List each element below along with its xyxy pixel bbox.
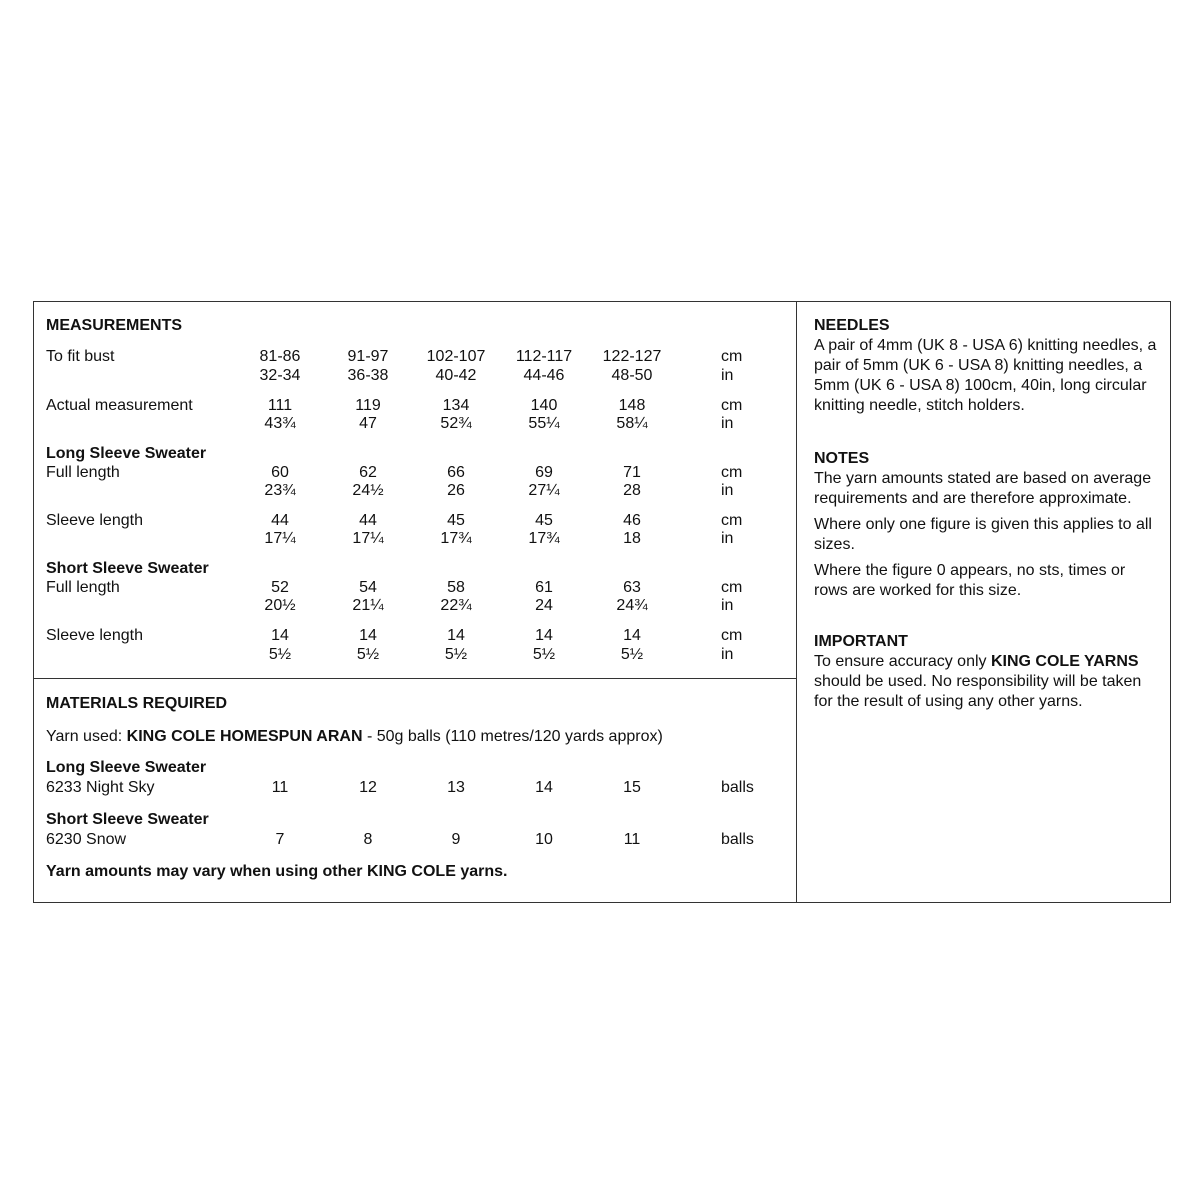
cell: 48-50 [611, 367, 653, 384]
row-label-full-length: Full length [46, 579, 120, 596]
cell: 21¼ [352, 597, 384, 614]
cell: 5½ [532, 646, 556, 663]
cell: 24½ [352, 482, 384, 499]
needles-heading: NEEDLES [814, 317, 890, 334]
cell: 66 [447, 464, 465, 481]
cell: 43¾ [264, 415, 296, 432]
cell: 52¾ [440, 415, 472, 432]
cell: 5½ [268, 646, 292, 663]
cell: 119 [355, 397, 381, 414]
important-section [814, 632, 1159, 712]
cell: 134 [442, 397, 470, 414]
row-label-full-length: Full length [46, 464, 120, 481]
cell: 58 [447, 579, 465, 596]
important-brand: KING COLE YARNS [990, 653, 1139, 670]
cell: 36-38 [347, 367, 389, 384]
cell: 40-42 [435, 367, 477, 384]
cell: 102-107 [426, 348, 486, 365]
unit-cm: cm [721, 627, 743, 644]
section-divider [33, 678, 797, 679]
cell: 148 [618, 397, 646, 414]
cell: 14 [535, 627, 553, 644]
cell: 18 [623, 530, 641, 547]
notes-paragraph: Where the figure 0 appears, no sts, times or rows are worked for this size. [814, 562, 1126, 599]
cell: 14 [271, 627, 289, 644]
cell: 44-46 [523, 367, 565, 384]
cell: 44 [271, 512, 289, 529]
yarn-used-suffix: - 50g balls (110 metres/120 yards approx) [362, 728, 663, 745]
cell: 15 [623, 779, 641, 796]
cell: 13 [447, 779, 465, 796]
unit-cm: cm [721, 397, 743, 414]
cell: 122-127 [602, 348, 662, 365]
cell: 28 [623, 482, 641, 499]
cell: 14 [623, 627, 641, 644]
materials-short-colour: 6230 Snow [46, 831, 127, 848]
cell: 111 [267, 397, 293, 414]
cell: 22¾ [440, 597, 472, 614]
cell: 32-34 [259, 367, 301, 384]
unit-cm: cm [721, 348, 743, 365]
cell: 45 [447, 512, 465, 529]
cell: 45 [535, 512, 553, 529]
important-heading: IMPORTANT [814, 633, 908, 650]
cell: 10 [535, 831, 553, 848]
cell: 14 [359, 627, 377, 644]
cell: 52 [271, 579, 289, 596]
unit-cm: cm [721, 512, 743, 529]
cell: 24¾ [616, 597, 648, 614]
cell: 20½ [264, 597, 296, 614]
materials-heading: MATERIALS REQUIRED [46, 695, 228, 712]
row-label-actual-measurement: Actual measurement [46, 397, 193, 414]
row-label-sleeve-length: Sleeve length [46, 512, 143, 529]
cell: 54 [359, 579, 377, 596]
materials-long-colour: 6233 Night Sky [46, 779, 155, 796]
unit-cm: cm [721, 579, 743, 596]
unit-in: in [721, 530, 734, 547]
cell: 5½ [356, 646, 380, 663]
yarn-used-prefix: Yarn used: [46, 728, 127, 745]
materials-long-heading: Long Sleeve Sweater [46, 759, 207, 776]
unit-cm: cm [721, 464, 743, 481]
cell: 55¼ [528, 415, 560, 432]
cell: 61 [535, 579, 553, 596]
cell: 8 [363, 831, 373, 848]
cell: 26 [447, 482, 465, 499]
notes-section [814, 449, 1159, 601]
cell: 17¼ [352, 530, 384, 547]
long-sleeve-heading: Long Sleeve Sweater [46, 445, 207, 462]
notes-heading: NOTES [814, 450, 870, 467]
cell: 12 [359, 779, 377, 796]
cell: 11 [623, 831, 641, 848]
unit-in: in [721, 367, 734, 384]
cell: 5½ [620, 646, 644, 663]
cell: 14 [535, 779, 553, 796]
unit-in: in [721, 646, 734, 663]
cell: 91-97 [347, 348, 389, 365]
cell: 140 [530, 397, 558, 414]
cell: 69 [535, 464, 553, 481]
cell: 81-86 [259, 348, 301, 365]
notes-paragraph: Where only one figure is given this applies to all sizes. [814, 516, 1152, 553]
cell: 14 [447, 627, 465, 644]
cell: 47 [359, 415, 377, 432]
cell: 62 [359, 464, 377, 481]
yarn-name: KING COLE HOMESPUN ARAN [126, 728, 363, 745]
cell: 11 [271, 779, 289, 796]
short-sleeve-heading: Short Sleeve Sweater [46, 560, 209, 577]
cell: 112-117 [515, 348, 573, 365]
cell: 17¾ [528, 530, 560, 547]
cell: 60 [271, 464, 289, 481]
cell: 58¼ [616, 415, 648, 432]
cell: 44 [359, 512, 377, 529]
row-label-sleeve-length: Sleeve length [46, 627, 143, 644]
cell: 46 [623, 512, 641, 529]
important-text [814, 652, 1159, 712]
needles-section [814, 316, 1159, 416]
unit-in: in [721, 415, 734, 432]
needles-text: A pair of 4mm (UK 8 - USA 6) knitting needles, a pair of 5mm (UK 6 - USA 8) knitting needles, a 5mm (UK 6 - USA 8) 100cm, 40in, long circular knitting needle, stitch holders. [814, 337, 1157, 414]
materials-short-heading: Short Sleeve Sweater [46, 811, 209, 828]
cell: 27¼ [528, 482, 560, 499]
unit-in: in [721, 597, 734, 614]
cell: 9 [451, 831, 461, 848]
cell: 23¾ [264, 482, 296, 499]
cell: 63 [623, 579, 641, 596]
cell: 5½ [444, 646, 468, 663]
important-prefix: To ensure accuracy only [814, 653, 991, 670]
cell: 7 [275, 831, 285, 848]
cell: 17¾ [440, 530, 472, 547]
column-divider [796, 301, 797, 903]
row-label-to-fit-bust: To fit bust [46, 348, 115, 365]
measurements-heading: MEASUREMENTS [46, 317, 183, 334]
cell: 24 [535, 597, 553, 614]
yarn-amounts-footnote: Yarn amounts may vary when using other KING COLE yarns. [46, 863, 508, 880]
unit-balls: balls [721, 831, 754, 848]
unit-balls: balls [721, 779, 754, 796]
cell: 71 [623, 464, 641, 481]
unit-in: in [721, 482, 734, 499]
cell: 17¼ [264, 530, 296, 547]
important-suffix: should be used. No responsibility will be taken for the result of using any other yarns. [814, 673, 1142, 710]
notes-paragraph: The yarn amounts stated are based on average requirements and are therefore approximate. [814, 470, 1152, 507]
yarn-used-line [46, 727, 663, 746]
